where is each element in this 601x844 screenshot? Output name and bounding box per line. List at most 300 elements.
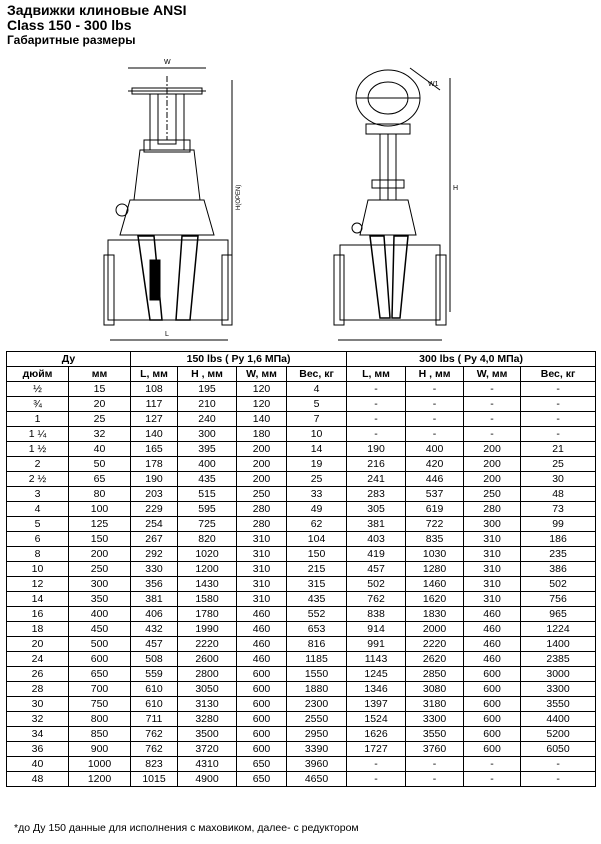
table-cell: - — [406, 757, 464, 772]
table-cell: 250 — [464, 487, 521, 502]
table-cell: 178 — [131, 457, 178, 472]
table-cell: 267 — [131, 532, 178, 547]
table-cell: - — [464, 757, 521, 772]
table-cell: 15 — [69, 382, 131, 397]
group-150-header: 150 lbs ( Ру 1,6 МПа) — [131, 352, 347, 367]
table-row — [7, 397, 596, 412]
table-cell: 200 — [464, 472, 521, 487]
table-cell: 650 — [237, 772, 287, 787]
table-cell: 190 — [347, 442, 406, 457]
table-cell: 10 — [287, 427, 347, 442]
table-cell: 108 — [131, 382, 178, 397]
table-row — [7, 562, 596, 577]
table-cell: 381 — [347, 517, 406, 532]
table-cell: 2550 — [287, 712, 347, 727]
table-cell: 14 — [287, 442, 347, 457]
table-cell: 1400 — [521, 637, 596, 652]
table-cell: 200 — [237, 472, 287, 487]
table-cell: 203 — [131, 487, 178, 502]
table-cell: 310 — [237, 532, 287, 547]
table-cell: 125 — [69, 517, 131, 532]
table-cell: 20 — [7, 637, 69, 652]
table-cell: 240 — [178, 412, 237, 427]
table-cell: 24 — [7, 652, 69, 667]
table-cell: 395 — [178, 442, 237, 457]
table-cell: 195 — [178, 382, 237, 397]
table-cell: 1830 — [406, 607, 464, 622]
table-cell: 400 — [69, 607, 131, 622]
table-cell: 200 — [237, 442, 287, 457]
table-cell: 25 — [69, 412, 131, 427]
table-cell: 1580 — [178, 592, 237, 607]
table-cell: 600 — [464, 712, 521, 727]
table-cell: - — [521, 412, 596, 427]
table-cell: 3500 — [178, 727, 237, 742]
table-cell: 600 — [237, 727, 287, 742]
table-cell: 36 — [7, 742, 69, 757]
table-row — [7, 772, 596, 787]
table-cell: - — [521, 772, 596, 787]
table-cell: 460 — [464, 637, 521, 652]
table-cell: 400 — [406, 442, 464, 457]
table-cell: 1185 — [287, 652, 347, 667]
table-cell: 914 — [347, 622, 406, 637]
table-cell: 6050 — [521, 742, 596, 757]
table-row — [7, 412, 596, 427]
table-cell: 292 — [131, 547, 178, 562]
table-cell: 460 — [464, 607, 521, 622]
table-cell: 650 — [237, 757, 287, 772]
table-row — [7, 697, 596, 712]
table-cell: 1430 — [178, 577, 237, 592]
table-cell: 280 — [464, 502, 521, 517]
table-cell: 100 — [69, 502, 131, 517]
col-header: Вес, кг — [287, 367, 347, 382]
table-row — [7, 757, 596, 772]
table-cell: 650 — [69, 667, 131, 682]
table-cell: 2300 — [287, 697, 347, 712]
table-cell: 4400 — [521, 712, 596, 727]
table-cell: 200 — [237, 457, 287, 472]
table-cell: 1620 — [406, 592, 464, 607]
table-cell: 1143 — [347, 652, 406, 667]
table-cell: - — [347, 382, 406, 397]
table-cell: 965 — [521, 607, 596, 622]
table-cell: 4650 — [287, 772, 347, 787]
table-cell: 4 — [7, 502, 69, 517]
table-cell: 350 — [69, 592, 131, 607]
table-cell: 12 — [7, 577, 69, 592]
table-cell: 1224 — [521, 622, 596, 637]
table-cell: 2850 — [406, 667, 464, 682]
table-cell: 460 — [237, 607, 287, 622]
table-cell: 1000 — [69, 757, 131, 772]
table-cell: 750 — [69, 697, 131, 712]
table-cell: 600 — [464, 742, 521, 757]
table-cell: 150 — [287, 547, 347, 562]
table-cell: 241 — [347, 472, 406, 487]
table-cell: - — [521, 427, 596, 442]
col-header: мм — [69, 367, 131, 382]
table-cell: 3960 — [287, 757, 347, 772]
table-cell: 180 — [237, 427, 287, 442]
table-cell: ½ — [7, 382, 69, 397]
table-cell: 3000 — [521, 667, 596, 682]
table-cell: 3180 — [406, 697, 464, 712]
table-cell: 600 — [237, 682, 287, 697]
table-cell: 1460 — [406, 577, 464, 592]
table-row — [7, 487, 596, 502]
table-cell: 229 — [131, 502, 178, 517]
table-row — [7, 427, 596, 442]
table-row — [7, 517, 596, 532]
table-row — [7, 577, 596, 592]
table-cell: 310 — [464, 532, 521, 547]
table-cell: 4 — [287, 382, 347, 397]
table-cell: 1524 — [347, 712, 406, 727]
table-cell: 254 — [131, 517, 178, 532]
table-cell: 610 — [131, 697, 178, 712]
table-cell: 460 — [237, 637, 287, 652]
table-cell: 711 — [131, 712, 178, 727]
table-cell: 120 — [237, 382, 287, 397]
table-cell: 403 — [347, 532, 406, 547]
table-cell: 235 — [521, 547, 596, 562]
table-cell: ¾ — [7, 397, 69, 412]
table-cell: 3720 — [178, 742, 237, 757]
table-cell: 200 — [464, 457, 521, 472]
table-cell: 20 — [69, 397, 131, 412]
table-row — [7, 712, 596, 727]
table-cell: 310 — [237, 577, 287, 592]
table-cell: 283 — [347, 487, 406, 502]
table-cell: 165 — [131, 442, 178, 457]
table-cell: - — [521, 397, 596, 412]
col-header: H , мм — [178, 367, 237, 382]
table-cell: 3390 — [287, 742, 347, 757]
table-cell: 500 — [69, 637, 131, 652]
dimensions-table — [6, 351, 596, 787]
table-row — [7, 622, 596, 637]
table-cell: 1880 — [287, 682, 347, 697]
table-cell: 600 — [464, 697, 521, 712]
table-cell: 216 — [347, 457, 406, 472]
table-cell: - — [521, 382, 596, 397]
table-cell: 65 — [69, 472, 131, 487]
table-row — [7, 742, 596, 757]
table-cell: 1015 — [131, 772, 178, 787]
table-cell: 460 — [237, 652, 287, 667]
col-header: H , мм — [406, 367, 464, 382]
table-cell: 1 ¼ — [7, 427, 69, 442]
table-cell: - — [406, 772, 464, 787]
table-cell: - — [406, 397, 464, 412]
table-cell: 432 — [131, 622, 178, 637]
table-cell: 28 — [7, 682, 69, 697]
table-cell: 600 — [464, 727, 521, 742]
table-cell: 457 — [131, 637, 178, 652]
table-cell: 2950 — [287, 727, 347, 742]
table-cell: 502 — [347, 577, 406, 592]
table-cell: 310 — [464, 562, 521, 577]
table-cell: 762 — [347, 592, 406, 607]
table-cell: 40 — [69, 442, 131, 457]
table-cell: 457 — [347, 562, 406, 577]
table-cell: 400 — [178, 457, 237, 472]
table-cell: 446 — [406, 472, 464, 487]
table-row — [7, 667, 596, 682]
table-cell: 4900 — [178, 772, 237, 787]
table-cell: 50 — [69, 457, 131, 472]
table-cell: 280 — [237, 517, 287, 532]
table-cell: 33 — [287, 487, 347, 502]
drawing-label-h-open: H(OPEN) — [236, 184, 242, 210]
table-cell: - — [406, 412, 464, 427]
table-cell: - — [464, 397, 521, 412]
table-cell: 1397 — [347, 697, 406, 712]
table-cell: 32 — [69, 427, 131, 442]
table-cell: 435 — [178, 472, 237, 487]
table-cell: 600 — [237, 667, 287, 682]
table-cell: 250 — [237, 487, 287, 502]
table-row — [7, 652, 596, 667]
table-cell: 280 — [237, 502, 287, 517]
table-cell: 1200 — [69, 772, 131, 787]
table-cell: 991 — [347, 637, 406, 652]
table-cell: 48 — [7, 772, 69, 787]
table-row — [7, 442, 596, 457]
table-row — [7, 457, 596, 472]
table-cell: 34 — [7, 727, 69, 742]
table-cell: 508 — [131, 652, 178, 667]
drawing-label-l: L — [165, 331, 169, 338]
table-cell: 600 — [464, 682, 521, 697]
table-cell: 190 — [131, 472, 178, 487]
table-cell: 1 ½ — [7, 442, 69, 457]
table-row — [7, 472, 596, 487]
table-cell: 460 — [464, 622, 521, 637]
table-cell: - — [464, 412, 521, 427]
table-cell: 2600 — [178, 652, 237, 667]
table-row — [7, 382, 596, 397]
table-cell: 25 — [521, 457, 596, 472]
table-cell: - — [406, 427, 464, 442]
table-cell: 8 — [7, 547, 69, 562]
table-cell: 310 — [237, 592, 287, 607]
table-cell: 600 — [237, 742, 287, 757]
table-cell: 1030 — [406, 547, 464, 562]
table-cell: 80 — [69, 487, 131, 502]
table-cell: - — [347, 772, 406, 787]
table-cell: 200 — [69, 547, 131, 562]
table-cell: 3280 — [178, 712, 237, 727]
table-cell: 310 — [464, 547, 521, 562]
table-cell: 48 — [521, 487, 596, 502]
table-cell: 250 — [69, 562, 131, 577]
table-cell: 1 — [7, 412, 69, 427]
table-row — [7, 637, 596, 652]
table-cell: 310 — [464, 592, 521, 607]
table-row — [7, 592, 596, 607]
table-cell: 460 — [464, 652, 521, 667]
table-cell: 49 — [287, 502, 347, 517]
table-cell: 3550 — [521, 697, 596, 712]
table-cell: 140 — [131, 427, 178, 442]
table-cell: 1990 — [178, 622, 237, 637]
table-cell: 600 — [464, 667, 521, 682]
table-cell: - — [521, 757, 596, 772]
table-cell: 1727 — [347, 742, 406, 757]
title-line-2: Class 150 - 300 lbs — [7, 17, 132, 33]
table-row — [7, 547, 596, 562]
table-cell: 381 — [131, 592, 178, 607]
table-cell: 2620 — [406, 652, 464, 667]
table-cell: - — [347, 757, 406, 772]
table-cell: 3760 — [406, 742, 464, 757]
table-cell: 200 — [464, 442, 521, 457]
table-cell: 3050 — [178, 682, 237, 697]
table-cell: 150 — [69, 532, 131, 547]
table-row — [7, 607, 596, 622]
table-cell: 330 — [131, 562, 178, 577]
table-cell: 25 — [287, 472, 347, 487]
table-cell: 2220 — [178, 637, 237, 652]
table-cell: 460 — [237, 622, 287, 637]
table-cell: - — [347, 412, 406, 427]
table-cell: - — [464, 382, 521, 397]
drawing-label-h: H — [453, 185, 459, 192]
col-header: L, мм — [347, 367, 406, 382]
table-cell: 30 — [7, 697, 69, 712]
table-cell: 120 — [237, 397, 287, 412]
table-cell: 406 — [131, 607, 178, 622]
table-cell: 419 — [347, 547, 406, 562]
table-cell: 2000 — [406, 622, 464, 637]
table-cell: 186 — [521, 532, 596, 547]
table-cell: 2220 — [406, 637, 464, 652]
table-cell: 722 — [406, 517, 464, 532]
table-cell: 2800 — [178, 667, 237, 682]
table-cell: 300 — [464, 517, 521, 532]
table-cell: 1245 — [347, 667, 406, 682]
table-cell: 62 — [287, 517, 347, 532]
table-row — [7, 502, 596, 517]
col-header: дюйм — [7, 367, 69, 382]
table-cell: - — [406, 382, 464, 397]
col-header: L, мм — [131, 367, 178, 382]
table-cell: 310 — [464, 577, 521, 592]
table-cell: 2385 — [521, 652, 596, 667]
du-header: Ду — [7, 352, 131, 367]
table-cell: 610 — [131, 682, 178, 697]
table-cell: 305 — [347, 502, 406, 517]
table-cell: 600 — [237, 697, 287, 712]
table-cell: 450 — [69, 622, 131, 637]
table-body — [7, 382, 596, 787]
table-cell: 725 — [178, 517, 237, 532]
table-cell: 99 — [521, 517, 596, 532]
table-cell: 1200 — [178, 562, 237, 577]
table-cell: 310 — [237, 547, 287, 562]
table-cell: 823 — [131, 757, 178, 772]
table-cell: 515 — [178, 487, 237, 502]
valve-drawings — [0, 50, 601, 350]
table-cell: 619 — [406, 502, 464, 517]
table-row — [7, 682, 596, 697]
table-cell: 600 — [237, 712, 287, 727]
group-300-header: 300 lbs ( Ру 4,0 МПа) — [347, 352, 596, 367]
table-group-header-row — [7, 352, 596, 367]
table-cell: 4310 — [178, 757, 237, 772]
table-cell: 502 — [521, 577, 596, 592]
table-cell: 816 — [287, 637, 347, 652]
table-cell: 600 — [69, 652, 131, 667]
col-header: W, мм — [464, 367, 521, 382]
table-cell: 3130 — [178, 697, 237, 712]
table-cell: 16 — [7, 607, 69, 622]
table-cell: 552 — [287, 607, 347, 622]
table-cell: 700 — [69, 682, 131, 697]
table-cell: 762 — [131, 742, 178, 757]
table-cell: 835 — [406, 532, 464, 547]
table-cell: 1346 — [347, 682, 406, 697]
table-cell: 300 — [69, 577, 131, 592]
title-line-3: Габаритные размеры — [7, 33, 136, 47]
table-cell: 32 — [7, 712, 69, 727]
table-cell: 5200 — [521, 727, 596, 742]
table-cell: 653 — [287, 622, 347, 637]
table-cell: 2 — [7, 457, 69, 472]
table-cell: 559 — [131, 667, 178, 682]
table-row — [7, 532, 596, 547]
table-cell: 3 — [7, 487, 69, 502]
table-cell: 310 — [237, 562, 287, 577]
table-cell: 1020 — [178, 547, 237, 562]
table-cell: 6 — [7, 532, 69, 547]
table-cell: 435 — [287, 592, 347, 607]
table-row — [7, 727, 596, 742]
table-cell: 5 — [287, 397, 347, 412]
table-cell: 104 — [287, 532, 347, 547]
table-cell: 1780 — [178, 607, 237, 622]
table-cell: - — [347, 397, 406, 412]
table-cell: 850 — [69, 727, 131, 742]
title-line-1: Задвижки клиновые ANSI — [7, 2, 187, 18]
col-header: W, мм — [237, 367, 287, 382]
page-title — [7, 3, 186, 48]
table-cell: 315 — [287, 577, 347, 592]
table-cell: 7 — [287, 412, 347, 427]
table-cell: - — [347, 427, 406, 442]
gear-operator-valve-drawing — [334, 68, 450, 340]
table-cell: 117 — [131, 397, 178, 412]
table-cell: 21 — [521, 442, 596, 457]
table-cell: 356 — [131, 577, 178, 592]
table-cell: 300 — [178, 427, 237, 442]
drawing-label-w: W — [164, 59, 171, 66]
table-cell: 14 — [7, 592, 69, 607]
table-cell: 5 — [7, 517, 69, 532]
table-cell: 820 — [178, 532, 237, 547]
table-cell: 127 — [131, 412, 178, 427]
table-cell: 73 — [521, 502, 596, 517]
table-cell: - — [464, 772, 521, 787]
table-cell: 900 — [69, 742, 131, 757]
table-cell: - — [464, 427, 521, 442]
table-cell: 800 — [69, 712, 131, 727]
table-cell: 10 — [7, 562, 69, 577]
table-cell: 762 — [131, 727, 178, 742]
